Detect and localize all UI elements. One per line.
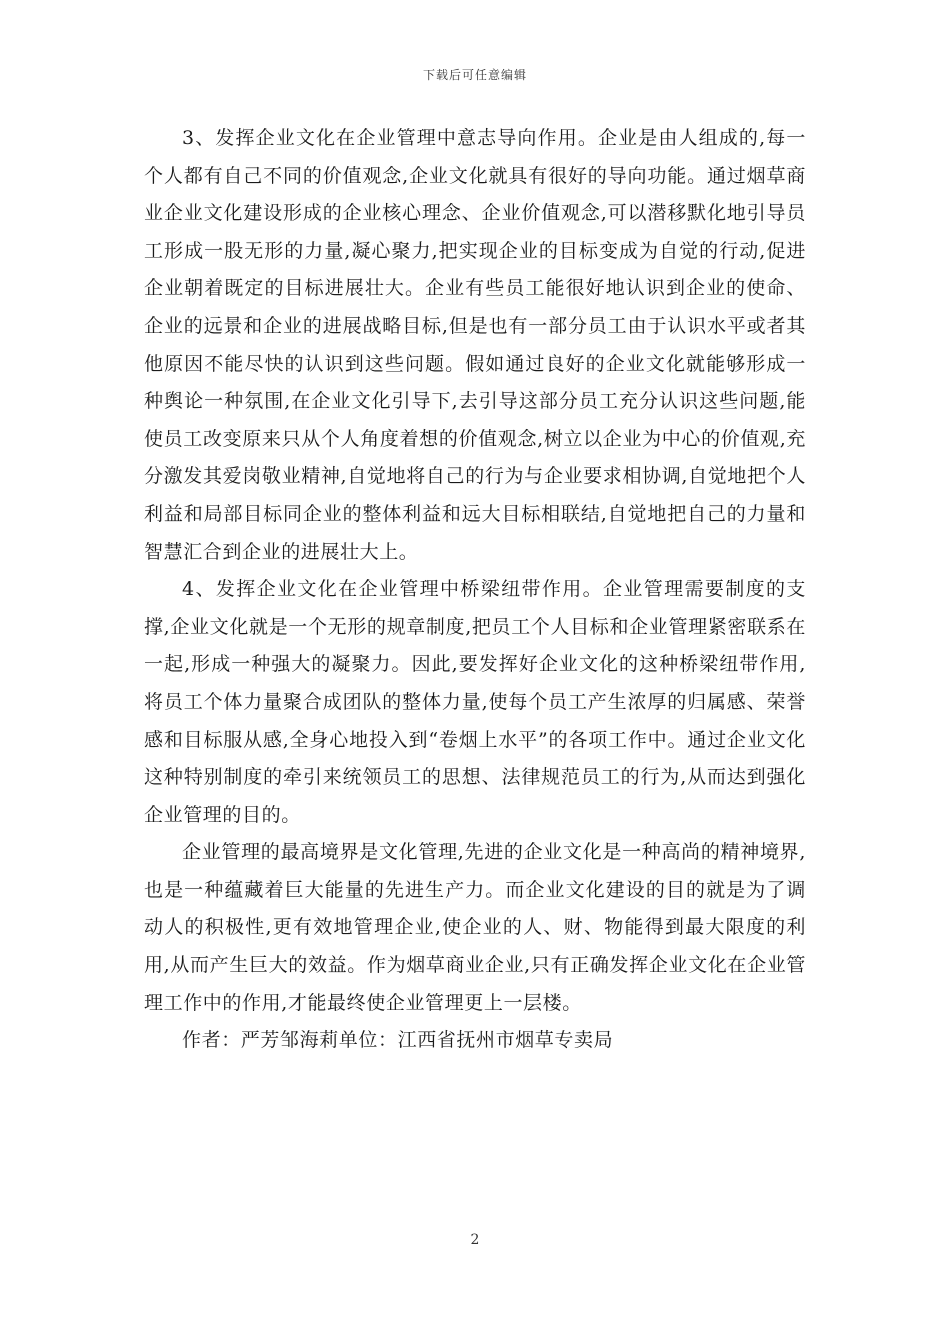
author-line: 作者：严芳邹海莉单位：江西省抚州市烟草专卖局 xyxy=(182,1029,614,1052)
page-number: 2 xyxy=(470,1232,480,1248)
document-body xyxy=(144,120,806,1060)
page-header: 下载后可任意编辑 xyxy=(422,68,527,82)
paragraph-2: 4、发挥企业文化在企业管理中桥梁纽带作用。企业管理需要制度的支撑,企业文化就是一个无形的规章制度,把员工个人目标和企业管理紧密联系在一起,形成一种强大的凝聚力。因此,要发挥好企业文化的这种桥梁纽带作用,将员工个体力量聚合成团队的整体力量,使每个员工产生浓厚的归属感、荣誉感和目标服从感,全身心地投入到“卷烟上水平”的各项工作中。通过企业文化这种特别制度的牵引来统领员工的思想、法律规范员工的行为,从而达到强化企业管理的目的。 xyxy=(144,578,806,826)
paragraph-3: 企业管理的最高境界是文化管理,先进的企业文化是一种高尚的精神境界,也是一种蕴藏着巨大能量的先进生产力。而企业文化建设的目的就是为了调动人的积极性,更有效地管理企业,使企业的人、财、物能得到最大限度的利用,从而产生巨大的效益。作为烟草商业企业,只有正确发挥企业文化在企业管理工作中的作用,才能最终使企业管理更上一层楼。 xyxy=(144,841,806,1014)
paragraph-1: 3、发挥企业文化在企业管理中意志导向作用。企业是由人组成的,每一个人都有自己不同的价值观念,企业文化就具有很好的导向功能。通过烟草商业企业文化建设形成的企业核心理念、企业价值观念,可以潜移默化地引导员工形成一股无形的力量,凝心聚力,把实现企业的目标变成为自觉的行动,促进企业朝着既定的目标进展壮大。企业有些员工能很好地认识到企业的使命、企业的远景和企业的进展战略目标,但是也有一部分员工由于认识水平或者其他原因不能尽快的认识到这些问题。假如通过良好的企业文化就能够形成一种舆论一种氛围,在企业文化引导下,去引导这部分员工充分认识这些问题,能使员工改变原来只从个人角度着想的价值观念,树立以企业为中心的价值观,充分激发其爱岗敬业精神,自觉地将自己的行为与企业要求相协调,自觉地把个人利益和局部目标同企业的整体利益和远大目标相联结,自觉地把自己的力量和智慧汇合到企业的进展壮大上。 xyxy=(144,127,806,563)
